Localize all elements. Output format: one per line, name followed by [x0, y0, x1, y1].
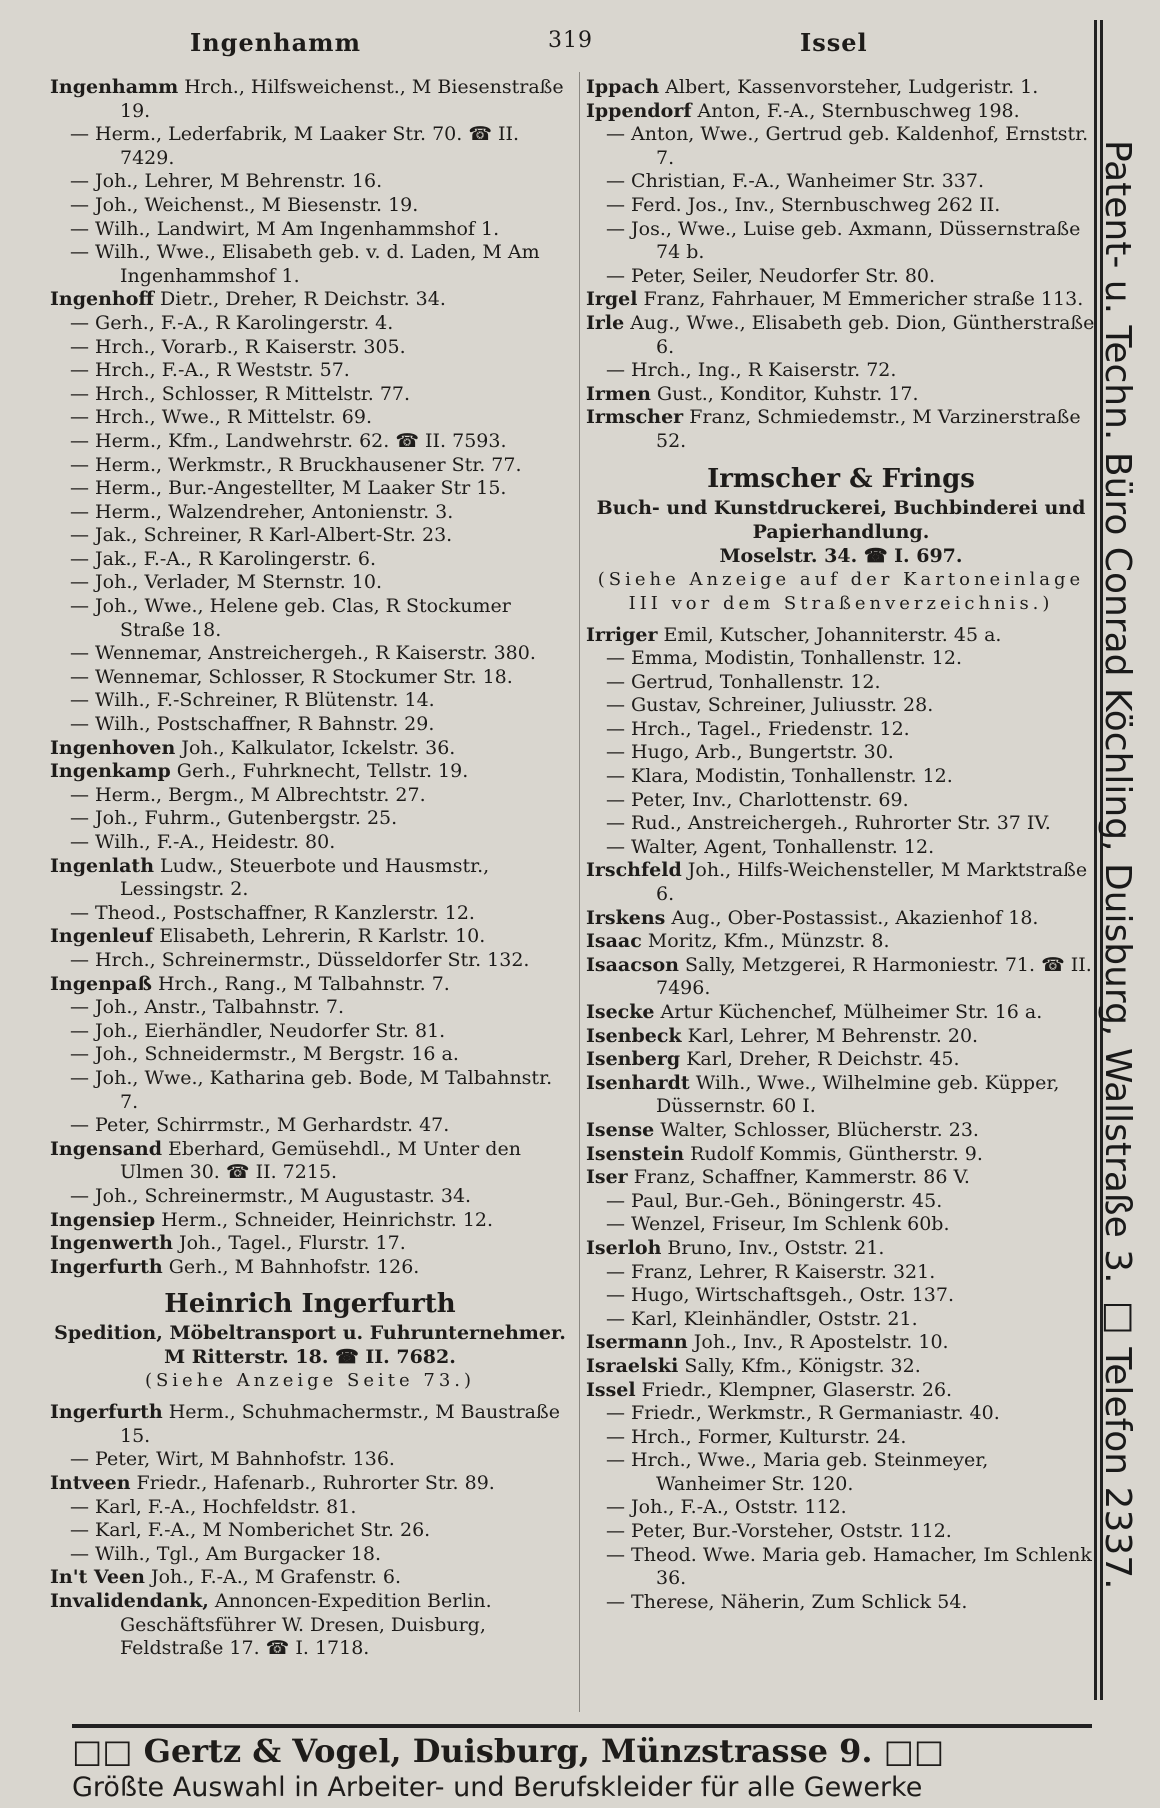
directory-entry — [50, 336, 570, 360]
directory-entry — [50, 1519, 570, 1543]
directory-entry — [50, 1401, 570, 1448]
entry-surname: Intveen — [50, 1472, 131, 1495]
entry-surname: Ingenhamm — [50, 76, 179, 98]
entry-surname: Ingenhoff — [50, 288, 154, 311]
entry-details: — Wenzel, Friseur, Im Schlenk 60b. — [606, 1213, 950, 1236]
directory-entry — [586, 765, 1096, 789]
entry-surname: Iser — [586, 1166, 628, 1189]
entry-details: — Joh., Eierhändler, Neudorfer Str. 81. — [70, 1019, 446, 1042]
entry-details: — Joh., Schreinermstr., M Augustastr. 34. — [70, 1184, 472, 1207]
directory-entry — [50, 666, 570, 690]
directory-entry — [586, 1001, 1096, 1025]
directory-entry — [586, 1544, 1096, 1591]
entry-surname: Ingenleuf — [50, 925, 154, 948]
directory-entry — [586, 836, 1096, 860]
entry-surname: Ingensiep — [50, 1208, 156, 1231]
entry-details: Friedr., Klempner, Glaserstr. 26. — [635, 1378, 953, 1401]
directory-entry — [586, 624, 1096, 648]
directory-entry — [586, 1143, 1096, 1167]
entry-details: — Karl, F.-A., Hochfeldstr. 81. — [70, 1495, 357, 1518]
entry-surname: Ingensand — [50, 1137, 162, 1160]
entry-surname: Irgel — [586, 288, 638, 311]
ad-title: Irmscher & Frings — [707, 463, 975, 494]
directory-entry — [50, 855, 570, 902]
entry-surname: Isenberg — [586, 1048, 681, 1071]
entry-details: Eberhard, Gemüsehdl., M Unter den Ulmen 30. ☎ II. 7215. — [120, 1137, 521, 1184]
entry-surname: Irriger — [586, 623, 658, 646]
directory-entry — [586, 1331, 1096, 1355]
entry-details: Joh., Tagel., Flurstr. 17. — [172, 1232, 406, 1255]
entry-details: Sally, Metzgerei, R Harmoniestr. 71. ☎ II. 7496. — [656, 953, 1092, 1000]
ad-line: (Siehe Anzeige auf der Kartoneinlage III vor dem Straßenverzeichnis.) — [597, 568, 1085, 614]
entry-surname: Ippendorf — [586, 99, 692, 122]
entry-details: — Herm., Lederfabrik, M Laaker Str. 70. ☎ II. 7429. — [70, 123, 520, 169]
entry-details: — Hrch., Ing., R Kaiserstr. 72. — [606, 359, 897, 382]
directory-entry — [50, 1256, 570, 1280]
directory-entry — [50, 501, 570, 525]
entry-surname: Isenhardt — [586, 1071, 690, 1094]
entry-details: — Gustav, Schreiner, Juliusstr. 28. — [606, 694, 934, 717]
entry-details: — Theod. Wwe. Maria geb. Hamacher, Im Schlenk 36. — [606, 1543, 1092, 1590]
entry-details: Dietr., Dreher, R Deichstr. 34. — [153, 288, 446, 311]
entry-surname: Isenbeck — [586, 1024, 682, 1047]
left-entries-2 — [50, 1401, 570, 1661]
entry-surname: Iserloh — [586, 1236, 662, 1259]
directory-entry — [50, 1209, 570, 1233]
directory-entry — [586, 1591, 1096, 1615]
directory-entry — [50, 595, 570, 642]
ad-line: (Siehe Anzeige Seite 73.) — [144, 1370, 476, 1392]
directory-entry — [50, 713, 570, 737]
footer-rule — [72, 1724, 1092, 1728]
entry-details: Aug., Ober-Postassist., Akazienhof 18. — [665, 906, 1039, 929]
directory-entry — [50, 170, 570, 194]
directory-entry — [586, 406, 1096, 453]
entry-details: Franz, Fahrhauer, M Emmericher straße 113. — [637, 288, 1084, 311]
entry-details: — Wennemar, Schlosser, R Stockumer Str. 18. — [70, 665, 513, 688]
entry-details: — Herm., Walzendreher, Antonienstr. 3. — [70, 500, 454, 523]
directory-entry — [50, 1020, 570, 1044]
entry-surname: Issel — [586, 1378, 636, 1401]
directory-entry — [50, 548, 570, 572]
entry-details: Ludw., Steuerbote und Hausmstr., Lessingstr. 2. — [120, 854, 490, 901]
entry-details: Albert, Kassenvorsteher, Ludgeristr. 1. — [659, 76, 1039, 98]
entry-surname: Irle — [586, 311, 625, 334]
entry-details: — Hrch., F.-A., R Weststr. 57. — [70, 359, 350, 382]
directory-entry — [50, 996, 570, 1020]
directory-entry — [50, 949, 570, 973]
entry-details: — Joh., F.-A., Oststr. 112. — [606, 1496, 847, 1519]
directory-entry — [586, 694, 1096, 718]
entry-details: Herm., Schuhmachermstr., M Baustraße 15. — [120, 1401, 560, 1447]
entry-details: — Peter, Seiler, Neudorfer Str. 80. — [606, 264, 936, 287]
entry-surname: Isaacson — [586, 953, 679, 976]
entry-details: Gerh., Fuhrknecht, Tellstr. 19. — [170, 760, 469, 783]
directory-entry — [586, 1355, 1096, 1379]
directory-entry — [50, 359, 570, 383]
directory-entry — [586, 1025, 1096, 1049]
directory-entry — [50, 973, 570, 997]
directory-entry — [50, 1185, 570, 1209]
directory-entry — [50, 1043, 570, 1067]
ad-title: Heinrich Ingerfurth — [164, 1289, 456, 1320]
directory-entry — [586, 312, 1096, 359]
directory-entry — [50, 902, 570, 926]
entry-details: — Hrch., Wwe., R Mittelstr. 69. — [70, 406, 372, 429]
directory-entry — [586, 1520, 1096, 1544]
directory-entry — [586, 671, 1096, 695]
entry-details: — Wennemar, Anstreichergeh., R Kaiserstr. 380. — [70, 642, 536, 665]
directory-entry — [50, 1472, 570, 1496]
entry-surname: Irskens — [586, 906, 666, 929]
entry-details: — Klara, Modistin, Tonhallenstr. 12. — [606, 765, 953, 788]
entry-details: — Christian, F.-A., Wanheimer Str. 337. — [606, 170, 985, 193]
entry-details: Elisabeth, Lehrerin, R Karlstr. 10. — [153, 925, 486, 948]
entry-details: Rudolf Kommis, Güntherstr. 9. — [684, 1142, 983, 1165]
entry-surname: Isense — [586, 1118, 655, 1141]
directory-entry — [50, 689, 570, 713]
entry-details: — Joh., Anstr., Talbahnstr. 7. — [70, 996, 345, 1019]
entry-details: — Wilh., F.-Schreiner, R Blütenstr. 14. — [70, 689, 435, 712]
entry-surname: Irschfeld — [586, 859, 682, 882]
entry-surname: Isecke — [586, 1001, 655, 1023]
entry-surname: Isaac — [586, 930, 642, 953]
directory-entry — [50, 925, 570, 949]
entry-surname: Ingenkamp — [50, 760, 171, 783]
entry-details: — Ferd. Jos., Inv., Sternbuschweg 262 II. — [606, 193, 1001, 216]
entry-surname: Isermann — [586, 1331, 688, 1354]
directory-entry — [50, 1543, 570, 1567]
entry-surname: Ingerfurth — [50, 1401, 163, 1424]
right-column — [586, 76, 1096, 1614]
directory-entry — [586, 1048, 1096, 1072]
entry-surname: In't Veen — [50, 1566, 145, 1589]
header-left-keyword: Ingenhamm — [190, 28, 361, 57]
directory-entry — [586, 741, 1096, 765]
page-number: 319 — [548, 28, 593, 53]
entry-surname: Ingenhoven — [50, 736, 176, 759]
entry-details: — Therese, Näherin, Zum Schlick 54. — [606, 1590, 968, 1613]
directory-entry — [586, 1119, 1096, 1143]
directory-entry — [50, 454, 570, 478]
entry-details: — Gertrud, Tonhallenstr. 12. — [606, 670, 881, 693]
directory-entry — [586, 812, 1096, 836]
entry-details: — Wilh., Postschaffner, R Bahnstr. 29. — [70, 713, 435, 736]
entry-details: Joh., Inv., R Apostelstr. 10. — [687, 1331, 949, 1354]
directory-entry — [50, 194, 570, 218]
entry-details: — Joh., Schneidermstr., M Bergstr. 16 a. — [70, 1043, 459, 1066]
entry-details: — Wilh., Tgl., Am Burgacker 18. — [70, 1542, 382, 1565]
entry-details: — Karl, F.-A., M Nomberichet Str. 26. — [70, 1519, 431, 1542]
entry-details: Anton, F.-A., Sternbuschweg 198. — [691, 99, 1020, 122]
entry-details: — Joh., Fuhrm., Gutenbergstr. 25. — [70, 807, 398, 830]
entry-details: — Peter, Wirt, M Bahnhofstr. 136. — [70, 1448, 395, 1471]
footer-advert-title: □□ Gertz & Vogel, Duisburg, Münzstrasse 9. □□ — [72, 1732, 945, 1770]
directory-entry — [586, 859, 1096, 906]
right-entries-2 — [586, 624, 1096, 1615]
entry-surname: Isenstein — [586, 1142, 685, 1165]
directory-entry — [50, 831, 570, 855]
directory-entry — [50, 1496, 570, 1520]
entry-details: — Emma, Modistin, Tonhallenstr. 12. — [606, 647, 963, 670]
directory-entry — [50, 1138, 570, 1185]
entry-details: — Hrch., Schreinermstr., Düsseldorfer Str. 132. — [70, 948, 530, 971]
directory-entry — [50, 383, 570, 407]
directory-entry — [586, 1308, 1096, 1332]
left-entries — [50, 76, 570, 1279]
entry-details: — Wilh., Wwe., Elisabeth geb. v. d. Laden, M Am Ingenhammshof 1. — [70, 241, 540, 287]
entry-details: Artur Küchenchef, Mülheimer Str. 16 a. — [654, 1001, 1043, 1023]
directory-entry — [586, 194, 1096, 218]
directory-entry — [50, 76, 570, 123]
directory-entry — [586, 954, 1096, 1001]
entry-surname: Invalidendank, — [50, 1590, 209, 1613]
entry-details: Moritz, Kfm., Münzstr. 8. — [641, 930, 890, 953]
entry-details: — Hugo, Arb., Bungertstr. 30. — [606, 741, 894, 764]
entry-details: — Paul, Bur.-Geh., Böningerstr. 45. — [606, 1189, 943, 1212]
directory-entry — [586, 907, 1096, 931]
directory-entry — [50, 123, 570, 170]
entry-details: — Franz, Lehrer, R Kaiserstr. 321. — [606, 1260, 936, 1283]
directory-entry — [50, 784, 570, 808]
entry-details: — Rud., Anstreichergeh., Ruhrorter Str. 37 IV. — [606, 812, 1051, 835]
entry-details: — Karl, Kleinhändler, Oststr. 21. — [606, 1307, 918, 1330]
directory-entry — [50, 1232, 570, 1256]
ad-box-ingerfurth — [50, 1287, 570, 1393]
directory-entry — [50, 1448, 570, 1472]
directory-entry — [586, 1379, 1096, 1403]
ad-line: Buch- und Kunstdruckerei, Buchbinderei und Papierhandlung. — [596, 496, 1086, 543]
entry-details: Hrch., Hilfsweichenst., M Biesenstraße 19. — [120, 76, 564, 122]
entry-details: — Hugo, Wirtschaftsgeh., Ostr. 137. — [606, 1284, 954, 1307]
entry-details: Joh., Kalkulator, Ickelstr. 36. — [175, 736, 456, 759]
entry-details: Wilh., Wwe., Wilhelmine geb. Küpper, Düssernstr. 60 I. — [656, 1071, 1060, 1118]
side-advertisement: Patent- u. Techn. Büro Conrad Köchling, Duisburg, Wallstraße 3. □ Telefon 2337. — [1097, 140, 1138, 1590]
entry-surname: Ingenlath — [50, 854, 155, 877]
directory-entry — [586, 718, 1096, 742]
directory-entry — [50, 807, 570, 831]
entry-details: — Wilh., Landwirt, M Am Ingenhammshof 1. — [70, 217, 500, 240]
directory-entry — [586, 1284, 1096, 1308]
entry-surname: Irmen — [586, 382, 651, 405]
entry-details: — Walter, Agent, Tonhallenstr. 12. — [606, 835, 935, 858]
entry-details: — Hrch., Vorarb., R Kaiserstr. 305. — [70, 335, 406, 358]
entry-surname: Israelski — [586, 1354, 679, 1377]
directory-entry — [586, 1496, 1096, 1520]
directory-entry — [50, 1590, 570, 1661]
entry-details: — Jak., F.-A., R Karolingerstr. 6. — [70, 547, 376, 570]
entry-surname: Ingenpaß — [50, 972, 152, 995]
directory-entry — [586, 1190, 1096, 1214]
entry-details: — Friedr., Werkmstr., R Germaniastr. 40. — [606, 1402, 1000, 1425]
directory-entry — [50, 241, 570, 288]
entry-details: — Joh., Weichenst., M Biesenstr. 19. — [70, 193, 419, 216]
entry-details: Bruno, Inv., Oststr. 21. — [661, 1236, 885, 1259]
entry-details: Friedr., Hafenarb., Ruhrorter Str. 89. — [130, 1472, 495, 1495]
directory-entry — [50, 760, 570, 784]
entry-details: — Gerh., F.-A., R Karolingerstr. 4. — [70, 311, 394, 334]
entry-details: — Peter, Schirrmstr., M Gerhardstr. 47. — [70, 1114, 450, 1137]
directory-entry — [586, 1166, 1096, 1190]
entry-details: Aug., Wwe., Elisabeth geb. Dion, Güntherstraße 6. — [624, 311, 1095, 358]
ad-line: Spedition, Möbeltransport u. Fuhrunternehmer. — [54, 1322, 566, 1345]
directory-entry — [586, 930, 1096, 954]
entry-details: — Anton, Wwe., Gertrud geb. Kaldenhof, Ernststr. 7. — [606, 123, 1089, 169]
directory-entry — [586, 100, 1096, 124]
entry-surname: Irmscher — [586, 406, 684, 429]
entry-details: — Theod., Postschaffner, R Kanzlerstr. 12. — [70, 901, 475, 924]
directory-entry — [586, 1213, 1096, 1237]
entry-details: Emil, Kutscher, Johanniterstr. 45 a. — [657, 623, 1002, 646]
entry-details: Walter, Schlosser, Blücherstr. 23. — [654, 1118, 979, 1141]
directory-entry — [50, 1114, 570, 1138]
entry-details: Gust., Konditor, Kuhstr. 17. — [650, 382, 919, 405]
ad-line: Moselstr. 34. ☎ I. 697. — [719, 544, 963, 567]
directory-entry — [50, 218, 570, 242]
entry-details: — Hrch., Wwe., Maria geb. Steinmeyer, Wanheimer Str. 120. — [606, 1449, 989, 1495]
entry-details: Karl, Lehrer, M Behrenstr. 20. — [681, 1024, 979, 1047]
column-divider — [579, 72, 580, 1712]
directory-entry — [586, 789, 1096, 813]
right-entries — [586, 76, 1096, 454]
directory-entry — [586, 383, 1096, 407]
directory-entry — [586, 218, 1096, 265]
entry-details: Herm., Schneider, Heinrichstr. 12. — [155, 1208, 494, 1231]
directory-entry — [586, 1072, 1096, 1119]
entry-details: Karl, Dreher, R Deichstr. 45. — [680, 1048, 960, 1071]
ad-box-irmscher — [586, 462, 1096, 616]
header-right-keyword: Issel — [800, 28, 868, 57]
directory-entry — [586, 123, 1096, 170]
directory-entry — [586, 1237, 1096, 1261]
directory-entry — [586, 288, 1096, 312]
directory-entry — [586, 1449, 1096, 1496]
directory-entry — [586, 265, 1096, 289]
entry-surname: Ippach — [586, 76, 660, 98]
entry-details: Joh., Hilfs-Weichensteller, M Marktstraße 6. — [656, 859, 1088, 906]
directory-entry — [586, 170, 1096, 194]
entry-details: Franz, Schmiedemstr., M Varzinerstraße 52. — [656, 406, 1081, 452]
left-column — [50, 76, 570, 1661]
entry-details: Joh., F.-A., M Grafenstr. 6. — [144, 1566, 402, 1589]
entry-details: — Wilh., F.-A., Heidestr. 80. — [70, 831, 336, 853]
directory-entry — [50, 406, 570, 430]
entry-details: — Jak., Schreiner, R Karl-Albert-Str. 23. — [70, 524, 453, 547]
directory-entry — [586, 76, 1096, 100]
directory-entry — [50, 571, 570, 595]
directory-entry — [50, 430, 570, 454]
directory-entry — [50, 1566, 570, 1590]
entry-details: — Herm., Bergm., M Albrechtstr. 27. — [70, 783, 426, 806]
footer-advert-subtitle: Größte Auswahl in Arbeiter- und Berufskleider für alle Gewerke — [72, 1772, 923, 1803]
entry-details: Annoncen-Expedition Berlin. Geschäftsführer W. Dresen, Duisburg, Feldstraße 17. ☎ I. 1718. — [120, 1590, 492, 1660]
entry-details: — Peter, Inv., Charlottenstr. 69. — [606, 788, 909, 811]
entry-details: — Herm., Kfm., Landwehrstr. 62. ☎ II. 7593. — [70, 429, 507, 452]
entry-details: Hrch., Rang., M Talbahnstr. 7. — [151, 972, 450, 995]
entry-details: — Joh., Lehrer, M Behrenstr. 16. — [70, 170, 383, 193]
entry-details: — Hrch., Tagel., Friedenstr. 12. — [606, 717, 910, 740]
directory-entry — [50, 737, 570, 761]
directory-entry — [50, 288, 570, 312]
directory-entry — [586, 1402, 1096, 1426]
directory-entry — [586, 359, 1096, 383]
directory-entry — [50, 1067, 570, 1114]
directory-entry — [50, 524, 570, 548]
entry-details: — Jos., Wwe., Luise geb. Axmann, Düssernstraße 74 b. — [606, 217, 1081, 264]
directory-entry — [50, 642, 570, 666]
ad-line: M Ritterstr. 18. ☎ II. 7682. — [164, 1346, 456, 1369]
entry-details: — Joh., Verlader, M Sternstr. 10. — [70, 571, 383, 594]
entry-details: Gerh., M Bahnhofstr. 126. — [162, 1255, 420, 1278]
entry-details: Sally, Kfm., Königstr. 32. — [678, 1354, 921, 1377]
directory-entry — [50, 477, 570, 501]
directory-entry — [50, 312, 570, 336]
directory-entry — [586, 647, 1096, 671]
entry-details: Franz, Schaffner, Kammerstr. 86 V. — [627, 1166, 970, 1189]
entry-details: — Joh., Wwe., Katharina geb. Bode, M Talbahnstr. 7. — [70, 1066, 553, 1113]
directory-entry — [586, 1261, 1096, 1285]
entry-details: — Hrch., Schlosser, R Mittelstr. 77. — [70, 382, 411, 405]
entry-surname: Ingerfurth — [50, 1255, 163, 1278]
entry-surname: Ingenwerth — [50, 1232, 173, 1255]
directory-entry — [586, 1426, 1096, 1450]
entry-details: — Herm., Bur.-Angestellter, M Laaker Str 15. — [70, 477, 507, 500]
entry-details: — Peter, Bur.-Vorsteher, Oststr. 112. — [606, 1520, 952, 1543]
entry-details: — Hrch., Former, Kulturstr. 24. — [606, 1425, 907, 1448]
entry-details: — Herm., Werkmstr., R Bruckhausener Str. 77. — [70, 453, 522, 476]
entry-details: — Joh., Wwe., Helene geb. Clas, R Stockumer Straße 18. — [70, 595, 511, 641]
